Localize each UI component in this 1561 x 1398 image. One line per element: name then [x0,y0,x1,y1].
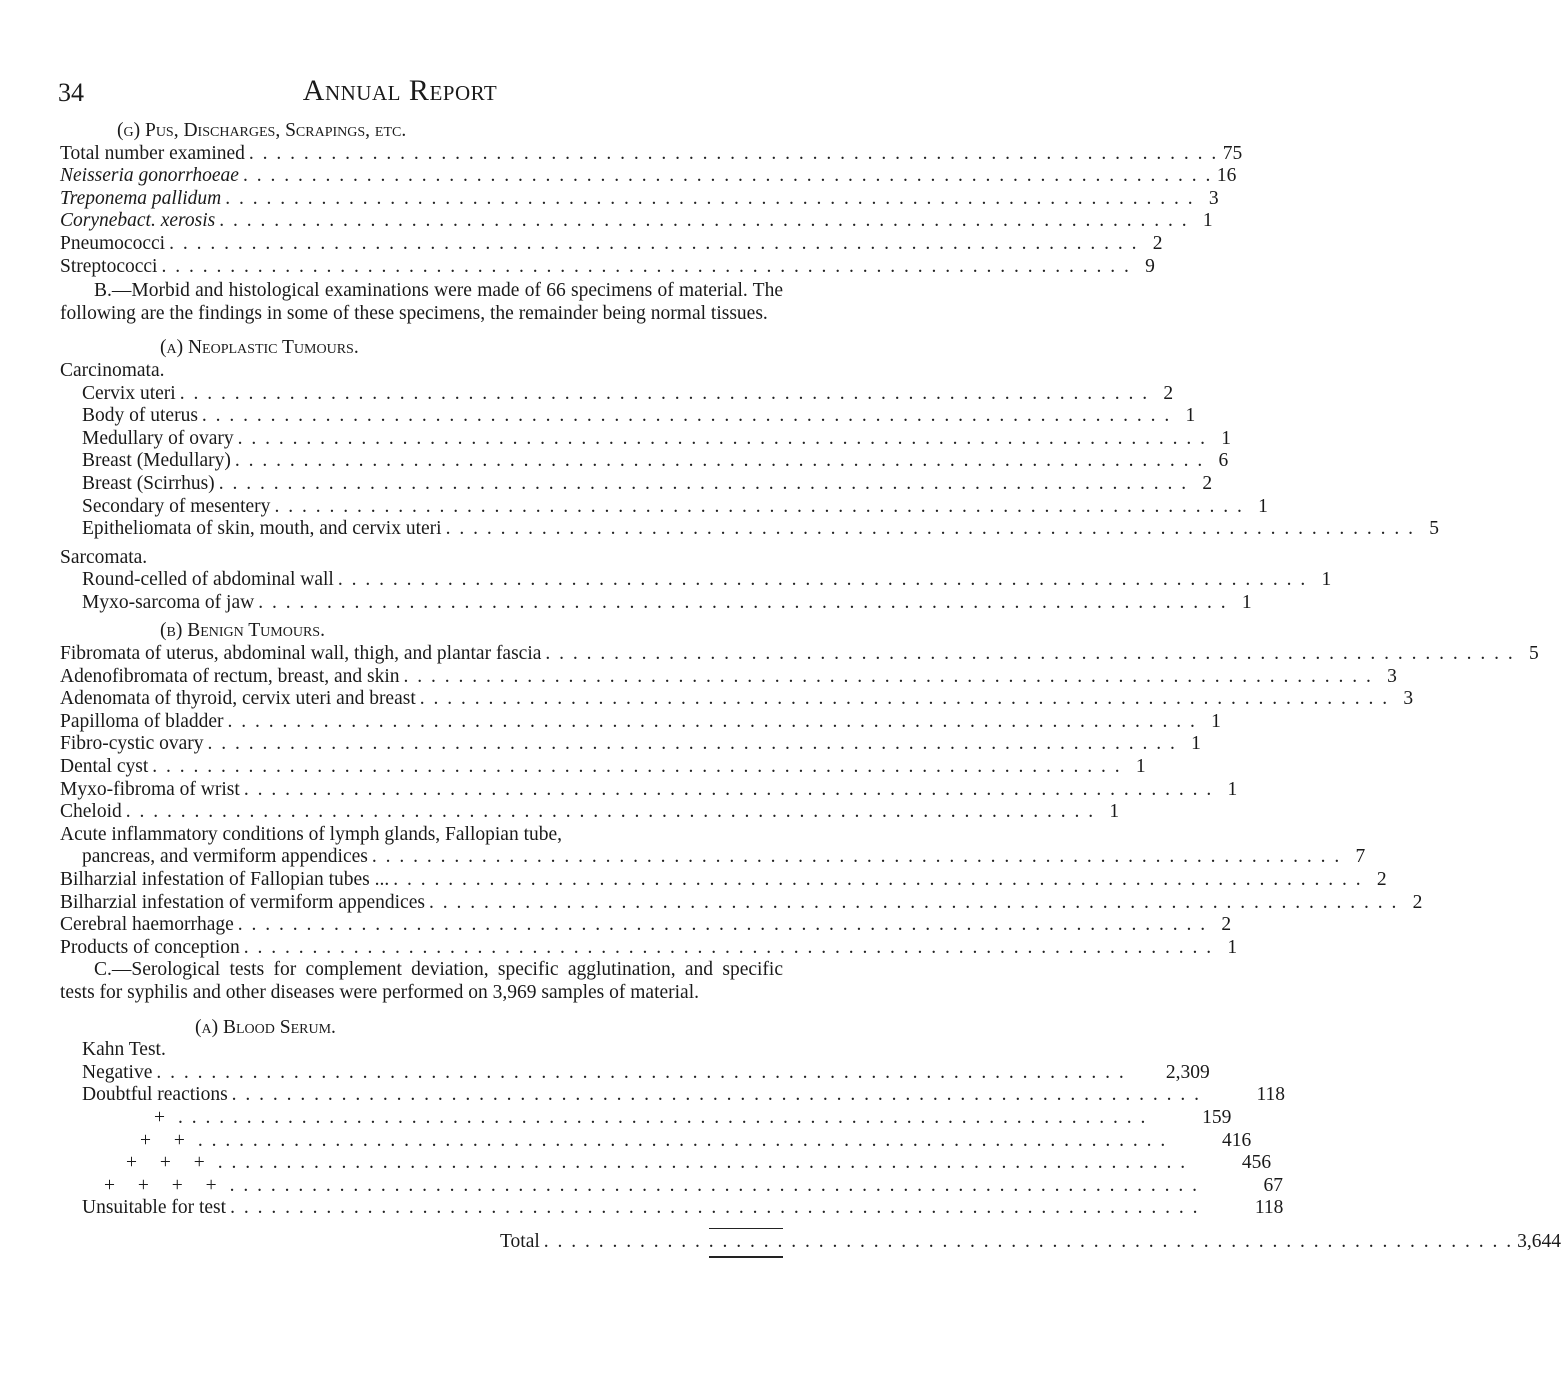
page-content [60,120,1561,1258]
row-value: 3 [1208,187,1219,209]
leader-dots: . . . . . . . . . . . . . . . . . . . . . . . . . . . . . . . . . . . . . . . . . . . . . . . . . . . . . . . . . . . . . . . . . . . . . . . [230,1197,1200,1219]
neoplastic-heading: (a) Neoplastic Tumours. [160,337,359,359]
leader-dots: . . . . . . . . . . . . . . . . . . . . . . . . . . . . . . . . . . . . . . . . . . . . . . . . . . . . . . . . . . . . . . . . . . . . . . . [152,756,1122,778]
table-row [60,187,1219,211]
row-label: Treponema pallidum [60,187,222,209]
carcinomata-table [60,382,1439,541]
table-row [60,688,1414,711]
table-row [60,756,1146,779]
leader-dots: . . . . . . . . . . . . . . . . . . . . . . . . . . . . . . . . . . . . . . . . . . . . . . . . . . . . . . . . . . . . . . . . . . . . . . . [545,643,1515,665]
row-label: Secondary of mesentery [82,495,271,517]
leader-dots: . . . . . . . . . . . . . . . . . . . . . . . . . . . . . . . . . . . . . . . . . . . . . . . . . . . . . . . . . . . . . . . . . . . . . . . [169,232,1139,254]
row-value: 1 [1227,936,1238,958]
table-row [60,450,1229,473]
row-label: Cheloid [60,801,122,823]
row-label: Doubtful reactions [82,1084,228,1106]
benign-table [60,643,1539,824]
leader-dots: . . . . . . . . . . . . . . . . . . . . . . . . . . . . . . . . . . . . . . . . . . . . . . . . . . . . . . . . . . . . . . . . . . . . . . . [243,778,1214,800]
row-label: Breast (Medullary) [82,450,231,472]
leader-dots: . . . . . . . . . . . . . . . . . . . . . . . . . . . . . . . . . . . . . . . . . . . . . . . . . . . . . . . . . . . . . . . . . . . . . . . [207,733,1177,755]
leader-dots: . . . . . . . . . . . . . . . . . . . . . . . . . . . . . . . . . . . . . . . . . . . . . . . . . . . . . . . . . . . . . . . . . . . . . . . [218,472,1189,494]
row-value: 2 [1412,891,1423,913]
row-label: Epitheliomata of skin, mouth, and cervix uteri [82,518,442,540]
table-row [60,1129,1252,1153]
leader-dots: . . . . . . . . . . . . . . . . . . . . . . . . . . . . . . . . . . . . . . . . . . . . . . . . . . . . . . . . . . . . . . . . . . . . . . . [337,569,1308,591]
table-row [60,1197,1284,1220]
table-row [60,778,1238,802]
table-row [60,165,1237,188]
table-row [60,472,1213,496]
table-row [60,733,1201,756]
leader-dots: . . . . . . . . . . . . . . . . . . . . . . . . . . . . . . . . . . . . . . . . . . . . . . . . . . . . . . . . . . . . . . . . . . . . . . . [161,255,1131,277]
row-label: Corynebact. xerosis [60,210,216,232]
row-value: 1 [1258,495,1268,517]
leader-dots: . . . . . . . . . . . . . . . . . . . . . . . . . . . . . . . . . . . . . . . . . . . . . . . . . . . . . . . . . . . . . . . . . . . . . . . [403,665,1373,687]
page-number: 34 [58,78,84,107]
leader-dots: . . . . . . . . . . . . . . . . . . . . . . . . . . . . . . . . . . . . . . . . . . . . . . . . . . . . . . . . . . . . . . . . . . . . . . . [419,688,1390,710]
total-label: Total [500,1230,540,1252]
row-value: 1 [1109,801,1120,823]
serum-table [60,1061,1286,1220]
row-label: Breast (Scirrhus) [82,472,215,494]
row-label: Fibro-cystic ovary [60,733,204,755]
row-value: 1 [1227,778,1238,800]
row-value: 118 [1254,1197,1284,1219]
section-g-heading: (g) Pus, Discharges, Scrapings, etc. [117,120,407,141]
section-g-table [60,142,1243,279]
leader-dots: . . . . . . . . . . . . . . . . . . . . . . . . . . . . . . . . . . . . . . . . . . . . . . . . . . . . . . . . . . . . . . . . . . . . . . . [234,450,1205,472]
row-value: 9 [1145,255,1155,277]
benign-table-2 [60,869,1423,959]
leader-dots: . . . . . . . . . . . . . . . . . . . . . . . . . . . . . . . . . . . . . . . . . . . . . . . . . . . . . . . . . . . . . . . . . . . . . . . [219,210,1189,232]
leader-dots: . . . . . . . . . . . . . . . . . . . . . . . . . . . . . . . . . . . . . . . . . . . . . . . . . . . . . . . . . . . . . . . . . . . . . . . [197,1129,1168,1151]
row-value: 1 [1185,405,1196,427]
table-row [60,142,1243,166]
table-row [60,869,1387,892]
table-row [60,665,1397,689]
row-label: Negative [82,1061,153,1083]
total-double-rule [709,1256,783,1258]
blood-serum-heading: (a) Blood Serum. [195,1016,336,1038]
table-row [60,427,1231,451]
sarcomata-label: Sarcomata. [60,546,148,568]
row-label: + + [140,1129,194,1151]
row-label: Unsuitable for test [82,1197,227,1219]
sarcomata-table [60,569,1332,614]
leader-dots: . . . . . . . . . . . . . . . . . . . . . . . . . . . . . . . . . . . . . . . . . . . . . . . . . . . . . . . . . . . . . . . . . . . . . . . [248,142,1219,164]
table-row [60,232,1163,256]
running-title: Annual Report [302,74,498,107]
row-label: + + + + [104,1174,226,1196]
leader-dots: . . . . . . . . . . . . . . . . . . . . . . . . . . . . . . . . . . . . . . . . . . . . . . . . . . . . . . . . . . . . . . . . . . . . . . . [428,891,1399,913]
leader-dots: . . . . . . . . . . . . . . . . . . . . . . . . . . . . . . . . . . . . . . . . . . . . . . . . . . . . . . . . . . . . . . . . . . . . . . . [179,382,1150,404]
row-value: 2 [1163,382,1174,404]
row-label: Myxo-fibroma of wrist [60,778,240,800]
row-label: Fibromata of uterus, abdominal wall, thigh, and plantar fascia [60,643,542,665]
leader-dots: . . . . . . . . . . . . . . . . . . . . . . . . . . . . . . . . . . . . . . . . . . . . . . . . . . . . . . . . . . . . . . . . . . . . . . . [242,165,1213,187]
table-row [60,710,1221,734]
table-row [60,382,1174,406]
row-value: 75 [1222,142,1243,164]
row-value: 1 [1211,710,1221,732]
row-label: Cervix uteri [82,382,176,404]
table-row [60,1084,1286,1107]
row-label: Dental cyst [60,756,149,778]
row-value: 1 [1135,756,1146,778]
table-row [60,914,1232,937]
row-label: Neisseria gonorrhoeae [60,165,239,187]
row-value: 2,309 [1165,1061,1210,1083]
leader-dots: . . . . . . . . . . . . . . . . . . . . . . . . . . . . . . . . . . . . . . . . . . . . . . . . . . . . . . . . . . . . . . . . . . . . . . . [445,518,1415,540]
total-row [60,1230,1561,1254]
row-label: Bilharzial infestation of Fallopian tubes ... [60,869,390,890]
row-value: 159 [1202,1106,1232,1128]
table-row [60,1174,1283,1198]
row-value: 1 [1241,591,1252,613]
row-value: 1 [1202,210,1213,232]
acute-line-2 [60,846,1366,869]
row-value: 67 [1263,1174,1283,1196]
row-value: 2 [1202,472,1213,494]
row-label: Papilloma of bladder [60,710,224,732]
table-row [60,518,1439,541]
row-label: Body of uterus [82,405,198,427]
carcinomata-label: Carcinomata. [60,359,165,381]
table-row [60,591,1252,615]
row-value: 1 [1191,733,1201,755]
row-value: 416 [1222,1129,1252,1151]
row-value: 2 [1376,869,1387,890]
table-row [60,405,1196,428]
table-row [60,210,1213,233]
acute-label: pancreas, and vermiform appendices [82,846,368,868]
row-label: Streptococci [60,255,158,277]
row-label: Cerebral haemorrhage [60,914,234,936]
leader-dots: . . . . . . . . . . . . . . . . . . . . . . . . . . . . . . . . . . . . . . . . . . . . . . . . . . . . . . . . . . . . . . . . . . . . . . . [178,1106,1148,1128]
row-value: 6 [1218,450,1229,472]
table-row [60,1061,1210,1085]
leader-dots: . . . . . . . . . . . . . . . . . . . . . . . . . . . . . . . . . . . . . . . . . . . . . . . . . . . . . . . . . . . . . . . . . . . . . . . [201,405,1172,427]
leader-dots: . . . . . . . . . . . . . . . . . . . . . . . . . . . . . . . . . . . . . . . . . . . . . . . . . . . . . . . . . . . . . . . . . . . . . . . [258,591,1228,613]
row-value: 1 [1321,569,1332,591]
table-row [60,891,1423,915]
kahn-label: Kahn Test. [82,1039,166,1061]
row-value: 456 [1241,1152,1272,1174]
row-label: Pneumococci [60,232,166,254]
table-row [60,936,1238,960]
row-value: 5 [1529,643,1539,665]
leader-dots: . . . . . . . . . . . . . . . . . . . . . . . . . . . . . . . . . . . . . . . . . . . . . . . . . . . . . . . . . . . . . . . . . . . . . . . [125,801,1096,823]
leader-dots: . . . . . . . . . . . . . . . . . . . . . . . . . . . . . . . . . . . . . . . . . . . . . . . . . . . . . . . . . . . . . . . . . . . . . . . [225,187,1195,209]
row-value: 2 [1221,914,1232,936]
row-value: 118 [1256,1084,1286,1106]
table-row [60,495,1268,519]
row-label: + [154,1106,174,1128]
leader-dots: . . . . . . . . . . . . . . . . . . . . . . . . . . . . . . . . . . . . . . . . . . . . . . . . . . . . . . . . . . . . . . . . . . . . . . . [237,914,1208,936]
row-value: 5 [1429,518,1439,540]
leader-dots: . . . . . . . . . . . . . . . . . . . . . . . . . . . . . . . . . . . . . . . . . . . . . . . . . . . . . . . . . . . . . . . . . . . . . . . [237,427,1207,449]
table-row [60,643,1539,666]
leader-dots: . . . . . . . . . . . . . . . . . . . . . . . . . . . . . . . . . . . . . . . . . . . . . . . . . . . . . . . . . . . . . . . . . . . . . . . [217,1152,1188,1174]
table-row [60,801,1120,824]
acute-value: 7 [1355,846,1366,868]
total-rule [709,1228,783,1229]
row-value: 1 [1221,427,1231,449]
row-label: Total number examined [60,142,245,164]
acute-line-1: Acute inflammatory conditions of lymph glands, Fallopian tube, [60,823,563,845]
row-value: 2 [1152,232,1163,254]
leader-dots: . . . . . . . . . . . . . . . . . . . . . . . . . . . . . . . . . . . . . . . . . . . . . . . . . . . . . . . . . . . . . . . . . . . . . . . [243,936,1214,958]
leader-dots: . . . . . . . . . . . . . . . . . . . . . . . . . . . . . . . . . . . . . . . . . . . . . . . . . . . . . . . . . . . . . . . . . . . . . . . [156,1061,1126,1083]
row-value: 16 [1216,165,1237,187]
row-label: + + + [126,1152,214,1174]
row-label: Adenofibromata of rectum, breast, and skin [60,665,400,687]
benign-heading: (b) Benign Tumours. [160,620,325,642]
leader-dots: . . . . . . . . . . . . . . . . . . . . . . . . . . . . . . . . . . . . . . . . . . . . . . . . . . . . . . . . . . . . . . . . . . . . . . . [393,869,1363,890]
table-row [60,569,1332,592]
row-label: Round-celled of abdominal wall [82,569,334,591]
leader-dots: . . . . . . . . . . . . . . . . . . . . . . . . . . . . . . . . . . . . . . . . . . . . . . . . . . . . . . . . . . . . . . . . . . . . . . . [227,710,1197,732]
section-c-paragraph: C.—Serological tests for complement deviation, specific agglutination, and specific tests for syphilis and other diseases were performed on 3,969 samples of material. [60,959,783,1003]
leader-dots: . . . . . . . . . . . . . . . . . . . . . . . . . . . . . . . . . . . . . . . . . . . . . . . . . . . . . . . . . . . . . . . . . . . . . . . [231,1084,1202,1106]
table-row [60,1106,1232,1130]
row-label: Products of conception [60,936,240,958]
total-value: 3,644 [1517,1230,1561,1252]
section-b-paragraph: B.—Morbid and histological examinations were made of 66 specimens of material. The following are the findings in some of these specimens, the remainder being normal tissues. [60,280,783,324]
table-row [60,1152,1272,1175]
row-value: 3 [1403,688,1414,710]
row-label: Adenomata of thyroid, cervix uteri and breast [60,688,416,710]
leader-dots: . . . . . . . . . . . . . . . . . . . . . . . . . . . . . . . . . . . . . . . . . . . . . . . . . . . . . . . . . . . . . . . . . . . . . . . [274,495,1244,517]
leader-dots: . . . . . . . . . . . . . . . . . . . . . . . . . . . . . . . . . . . . . . . . . . . . . . . . . . . . . . . . . . . . . . . . . . . . . . . [543,1230,1514,1252]
row-label: Myxo-sarcoma of jaw [82,591,255,613]
leader-dots: . . . . . . . . . . . . . . . . . . . . . . . . . . . . . . . . . . . . . . . . . . . . . . . . . . . . . . . . . . . . . . . . . . . . . . . [371,846,1342,868]
row-value: 3 [1387,665,1397,687]
row-label: Bilharzial infestation of vermiform appendices [60,891,425,913]
leader-dots: . . . . . . . . . . . . . . . . . . . . . . . . . . . . . . . . . . . . . . . . . . . . . . . . . . . . . . . . . . . . . . . . . . . . . . . [229,1174,1199,1196]
row-label: Medullary of ovary [82,427,234,449]
table-row [60,255,1155,279]
